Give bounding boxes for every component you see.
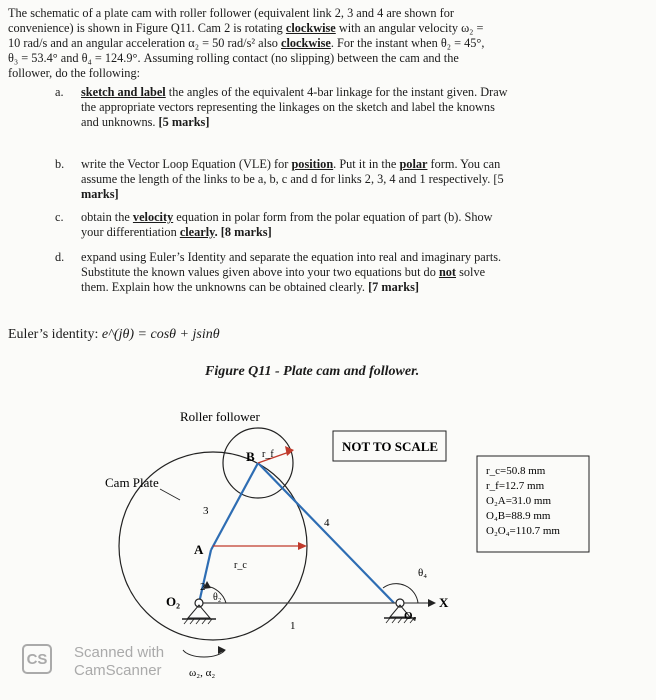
spec-o4b: O₄B=88.9 mm xyxy=(486,510,551,522)
rc-label: r_c xyxy=(234,560,247,571)
theta2-label: θ₂ xyxy=(213,592,222,603)
camscanner-watermark: Scanned with CamScanner xyxy=(74,644,165,679)
o4-pivot xyxy=(396,599,404,607)
link-3-line xyxy=(211,463,258,550)
link-1-label: 1 xyxy=(290,620,296,632)
euler-identity: Euler’s identity: e^(jθ) = cosθ + jsinθ xyxy=(8,327,220,342)
x-axis-arrowhead xyxy=(428,599,436,607)
intro-line-2: convenience) is shown in Figure Q11. Cam 2 is rotating clockwise with an angular velocity ω₂ = xyxy=(8,21,484,35)
spec-rf: r_f=12.7 mm xyxy=(486,480,545,492)
link-3-label: 3 xyxy=(203,505,209,517)
roller-follower-label: Roller follower xyxy=(180,409,260,424)
link-2-line xyxy=(199,550,211,603)
omega-alpha-label: ω₂, α₂ xyxy=(189,667,216,679)
cam-plate-label: Cam Plate xyxy=(105,475,159,490)
intro-line-1: The schematic of a plate cam with roller follower (equivalent link 2, 3 and 4 are shown for xyxy=(8,6,454,20)
point-a-label: A xyxy=(194,542,204,557)
o2-label: O₂ xyxy=(166,594,181,609)
spec-o2o4: O₂O₄=110.7 mm xyxy=(486,525,560,537)
spec-rc: r_c=50.8 mm xyxy=(486,465,546,477)
link-4-line xyxy=(258,463,394,603)
not-to-scale-label: NOT TO SCALE xyxy=(342,439,439,454)
camscanner-logo: CS xyxy=(22,644,52,674)
intro-line-4: θ₃ = 53.4° and θ₄ = 124.9°. Assuming rolling contact (no slipping) between the cam and the xyxy=(8,51,459,65)
theta4-label: θ₄ xyxy=(418,567,428,579)
figure-title: Figure Q11 - Plate cam and follower. xyxy=(205,364,420,379)
o4-label: O₄ xyxy=(404,610,416,622)
rc-arrowhead xyxy=(298,542,307,550)
link-2-label: 2 xyxy=(200,581,206,593)
o2-pivot xyxy=(195,599,203,607)
spec-o2a: O₂A=31.0 mm xyxy=(486,495,552,507)
link-4-label: 4 xyxy=(324,517,330,529)
intro-line-5: follower, do the following: xyxy=(8,66,141,80)
rf-label: r_f xyxy=(262,449,274,460)
point-b-label: B xyxy=(246,449,255,464)
intro-line-3: 10 rad/s and an angular acceleration α₂ = 50 rad/s² also clockwise. For the instant when θ₂ = 45°, xyxy=(8,36,485,50)
x-axis-label: X xyxy=(439,595,449,610)
